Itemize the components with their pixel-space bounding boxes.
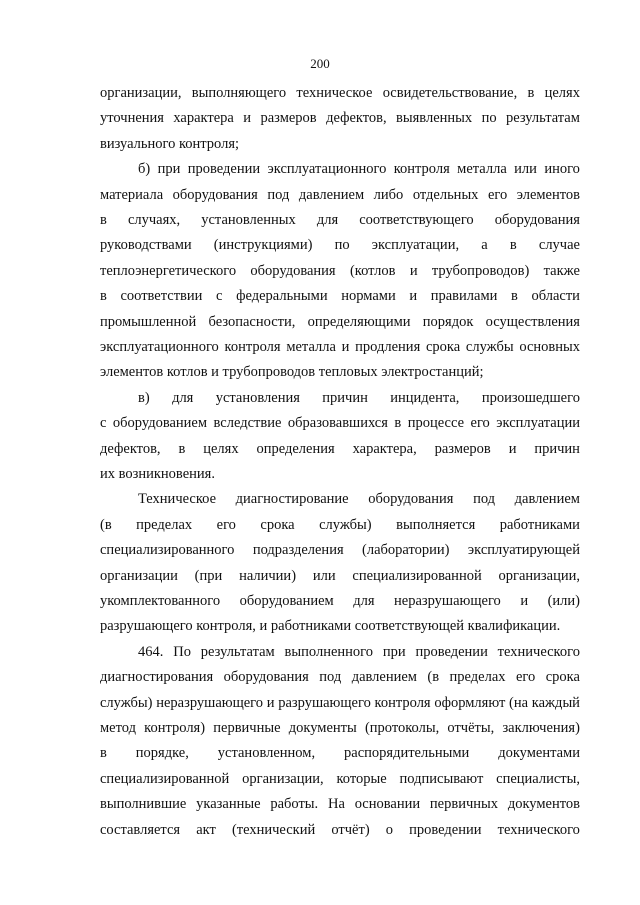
text-word: под <box>473 491 496 508</box>
text-word: организации, <box>242 770 324 787</box>
text-word: выявленных <box>396 110 473 127</box>
text-word: процессе <box>407 415 465 432</box>
text-word: заключения) <box>502 720 580 736</box>
text-word: материала <box>100 186 164 203</box>
text-word: оборудования <box>494 212 580 228</box>
text-word: в <box>100 288 107 305</box>
text-word: для <box>353 593 375 609</box>
text-word: безопасности, <box>208 313 296 330</box>
text-word: для <box>316 212 339 228</box>
text-word: (инструкциями) <box>213 237 313 254</box>
text-word: основании <box>354 796 421 813</box>
text-word: элементов <box>516 186 580 203</box>
text-line <box>138 490 580 508</box>
text-word: его <box>216 516 236 533</box>
text-line <box>100 744 580 762</box>
text-word: нормами <box>341 288 396 305</box>
text-word: или <box>514 161 537 178</box>
text-word: и <box>243 110 252 127</box>
text-word: проведении <box>187 161 261 178</box>
text-word: порядок <box>422 313 474 330</box>
text-word: организации <box>100 567 178 584</box>
text-word: в <box>100 212 107 228</box>
text-line <box>100 262 580 280</box>
text-word: технического <box>497 643 580 660</box>
text-word: По <box>173 643 191 660</box>
text-word: б) <box>138 161 151 178</box>
text-word: контроля) <box>144 720 206 736</box>
text-line <box>100 795 580 813</box>
text-line <box>100 668 580 686</box>
text-word: документов <box>507 796 580 813</box>
text-line <box>100 338 580 356</box>
text-word: при <box>157 161 181 178</box>
text-word: акт <box>196 821 216 838</box>
text-line <box>100 186 580 204</box>
text-word: характера <box>173 110 234 127</box>
text-word: выполняется <box>396 516 476 533</box>
text-line <box>100 719 580 737</box>
text-line <box>100 84 580 102</box>
text-word: либо <box>373 186 404 203</box>
text-word: размеров <box>434 440 491 457</box>
text-line <box>100 516 580 534</box>
text-word: с <box>216 288 223 305</box>
text-word: освидетельствование, <box>382 85 518 101</box>
text-word: оборудования <box>250 262 336 279</box>
text-word: службы <box>465 339 514 355</box>
text-word: образовавшихся <box>287 415 388 432</box>
text-word: и <box>508 440 517 457</box>
text-word: при <box>382 643 406 660</box>
text-word: в <box>178 440 186 457</box>
text-word: по <box>334 237 350 254</box>
text-word: отдельных <box>412 186 479 203</box>
text-line <box>100 770 580 788</box>
text-word: целях <box>203 440 239 457</box>
text-word: эксплуатации, <box>371 237 460 254</box>
text-word: (в <box>100 516 112 533</box>
text-word: оборудованием <box>239 593 334 609</box>
text-word: дефектов, <box>100 440 161 457</box>
text-word: соответствии <box>120 288 203 305</box>
text-word: давлением <box>298 186 365 203</box>
text-word: подписывают <box>399 770 484 787</box>
text-word: выполненного <box>284 643 373 660</box>
text-word: трубопроводов) <box>431 262 530 279</box>
text-line <box>100 135 580 153</box>
text-word: первичных <box>429 796 499 813</box>
text-word: 464. <box>138 643 164 660</box>
text-word: осуществления <box>485 313 580 330</box>
text-word: специализированной <box>100 770 230 787</box>
text-line <box>100 567 580 585</box>
text-word: по <box>481 110 497 127</box>
text-line <box>100 414 580 432</box>
text-word: (протоколы, <box>364 720 440 736</box>
text-word: причин <box>534 440 580 457</box>
text-word: (технический <box>231 821 316 838</box>
text-word: элементов котлов и трубопроводов тепловых электростанций; <box>100 364 484 381</box>
text-word: службы) <box>319 516 372 533</box>
text-word: срока <box>425 339 461 355</box>
text-word: которые <box>336 770 387 787</box>
text-word: основных <box>519 339 580 355</box>
text-word: оборудования <box>172 186 258 203</box>
text-word: в <box>511 288 518 305</box>
text-word: (или) <box>547 593 580 609</box>
text-word: эксплуатационного <box>267 161 387 178</box>
text-word: диагностирование <box>235 491 349 508</box>
text-word: пределах <box>136 516 193 533</box>
text-word: его <box>487 186 508 203</box>
text-line <box>100 440 580 458</box>
text-word: результатам <box>200 643 275 660</box>
text-word: диагностирования <box>100 669 214 686</box>
text-word: инцидента, <box>390 389 460 406</box>
text-word: давлением <box>351 669 417 686</box>
text-word: федеральными <box>236 288 328 305</box>
text-word: размеров <box>260 110 317 127</box>
text-word: разрушающего контроля, и работниками соответствующей квалификации. <box>100 618 561 635</box>
text-word: документами <box>498 745 580 762</box>
text-word: неразрушающего <box>156 694 264 711</box>
text-line <box>138 643 580 661</box>
text-word: распорядительными <box>344 745 470 762</box>
text-line <box>100 592 580 610</box>
text-word: давлением <box>514 491 580 508</box>
text-word: в <box>509 237 517 254</box>
text-word: техническое <box>296 85 373 101</box>
text-line <box>100 617 580 635</box>
text-word: для <box>172 389 194 406</box>
text-word: (при <box>194 567 223 584</box>
text-word: а <box>481 237 488 254</box>
text-word: установленных <box>201 212 296 228</box>
text-word: контроля <box>374 694 431 711</box>
text-word: под <box>319 669 342 686</box>
text-word: целях <box>544 85 580 101</box>
text-word: срока <box>260 516 295 533</box>
text-word: специалисты, <box>496 770 580 787</box>
text-word: укомплектованного <box>100 593 221 609</box>
text-word: специализированного <box>100 542 235 559</box>
text-word: установленном, <box>217 745 316 762</box>
text-word: и <box>266 694 275 711</box>
text-word: службы) <box>100 694 153 711</box>
text-word: документы <box>288 720 357 736</box>
page-number: 200 <box>310 56 330 71</box>
text-word: оборудования <box>368 491 454 508</box>
text-word: порядке, <box>135 745 189 762</box>
text-word: руководствами <box>100 237 192 254</box>
text-word: и <box>520 593 529 609</box>
text-line <box>100 313 580 331</box>
text-word: оформляют <box>434 694 506 711</box>
text-word: (котлов <box>349 262 396 279</box>
text-word: в <box>527 85 535 101</box>
text-word: установления <box>215 389 300 406</box>
text-word: его <box>515 669 536 686</box>
text-word: продления <box>355 339 421 355</box>
text-word: оборудованием <box>112 415 208 432</box>
text-line <box>100 236 580 254</box>
text-word: На <box>327 796 345 813</box>
text-word: правилами <box>430 288 498 305</box>
text-word: контроля <box>393 161 450 178</box>
text-word: (в <box>427 669 440 686</box>
text-word: с <box>100 415 107 432</box>
text-word: организации, <box>100 85 182 101</box>
text-line <box>100 821 580 839</box>
text-word: промышленной <box>100 313 197 330</box>
text-word: технического <box>497 821 580 838</box>
text-word: в) <box>138 389 150 406</box>
text-word: под <box>267 186 290 203</box>
text-word: выполнившие <box>100 796 187 813</box>
text-line <box>138 160 580 178</box>
text-word: разрушающего <box>278 694 371 711</box>
text-word: отчёты, <box>447 720 495 736</box>
text-word: их возникновения. <box>100 466 215 482</box>
text-word: дефектов, <box>326 110 387 127</box>
text-word: отчёт) <box>331 821 370 838</box>
text-word: в <box>394 415 402 432</box>
text-word: случаях, <box>127 212 181 228</box>
text-word: соответствующего <box>359 212 474 228</box>
text-line <box>100 287 580 305</box>
text-word: первичные <box>213 720 281 736</box>
text-word: срока <box>545 669 580 686</box>
text-word: эксплуатирующей <box>467 542 580 559</box>
text-word: визуального контроля; <box>100 135 240 152</box>
text-word: Техническое <box>138 491 217 508</box>
text-line <box>100 109 580 127</box>
text-word: пределах <box>449 669 506 686</box>
text-word: проведении <box>409 821 482 838</box>
text-word: причин <box>322 389 368 406</box>
text-line <box>100 211 580 229</box>
text-word: контроля <box>224 339 281 355</box>
text-word: оборудования <box>223 669 309 686</box>
text-word: определения <box>256 440 335 457</box>
text-word: организации, <box>498 567 580 584</box>
text-word: работы. <box>270 796 319 813</box>
text-word: и <box>409 262 418 279</box>
text-word: каждый <box>531 694 580 711</box>
text-word: результатам <box>506 110 580 127</box>
text-word: уточнения <box>100 110 164 127</box>
text-word: работниками <box>499 516 580 533</box>
text-word: метод <box>100 720 136 736</box>
text-word: металла <box>286 339 336 355</box>
text-word: подразделения <box>252 542 344 559</box>
text-word: и <box>409 288 418 305</box>
text-word: его <box>470 415 490 432</box>
text-word: проведении <box>415 643 488 660</box>
text-word: (на <box>509 694 529 711</box>
text-word: области <box>531 288 580 305</box>
text-word: иного <box>544 161 580 178</box>
text-word: определяющими <box>307 313 411 330</box>
text-word: (лаборатории) <box>362 542 450 559</box>
text-word: произошедшего <box>481 389 580 406</box>
text-line <box>100 465 580 483</box>
text-word: в <box>100 745 107 762</box>
text-word: вследствие <box>213 415 282 432</box>
text-line <box>100 541 580 559</box>
text-word: теплоэнергетического <box>100 262 237 279</box>
text-word: эксплуатационного <box>100 339 219 355</box>
text-line <box>100 694 580 712</box>
text-word: наличии) <box>239 567 297 584</box>
text-word: выполняющего <box>191 85 287 101</box>
text-word: указанные <box>196 796 261 813</box>
text-word: и <box>341 339 350 355</box>
text-word: эксплуатации <box>496 415 580 432</box>
text-word: характера, <box>352 440 417 457</box>
text-line <box>100 363 580 381</box>
text-word: о <box>385 821 394 838</box>
text-line <box>138 389 580 407</box>
text-word: случае <box>538 237 580 254</box>
text-word: или <box>312 567 336 584</box>
text-word: составляется <box>100 821 181 838</box>
text-word: неразрушающего <box>394 593 501 609</box>
text-word: также <box>543 262 580 279</box>
text-word: металла <box>457 161 507 178</box>
text-word: специализированной <box>352 567 482 584</box>
